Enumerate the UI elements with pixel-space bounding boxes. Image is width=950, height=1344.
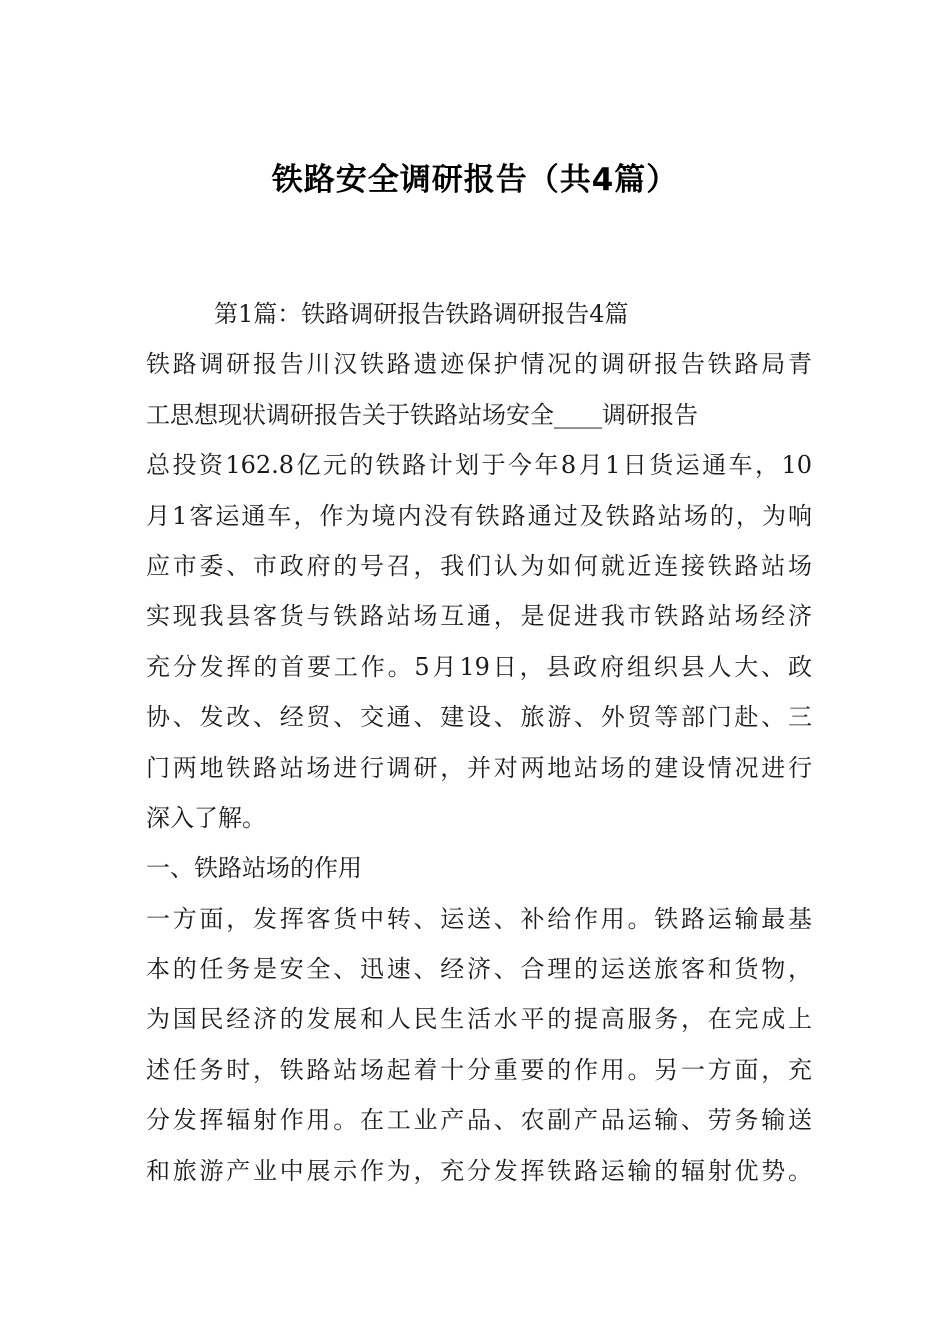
body-line: 门两地铁路站场进行调研，并对两地站场的建设情况进行 bbox=[146, 753, 812, 782]
body-line: 协、发改、经贸、交通、建设、旅游、外贸等部门赴、三 bbox=[146, 703, 812, 732]
document-body bbox=[146, 289, 812, 1196]
body-line: 充分发挥的首要工作。5月19日，县政府组织县人大、政 bbox=[146, 652, 812, 681]
body-line: 分发挥辐射作用。在工业产品、农副产品运输、劳务输送 bbox=[146, 1106, 812, 1135]
body-line: 和旅游产业中展示作为，充分发挥铁路运输的辐射优势。 bbox=[146, 1156, 812, 1185]
body-line: 实现我县客货与铁路站场互通，是促进我市铁路站场经济 bbox=[146, 602, 812, 631]
body-line: 月1客运通车，作为境内没有铁路通过及铁路站场的，为响 bbox=[146, 501, 812, 530]
document-title: 铁路安全调研报告（共4篇） bbox=[271, 162, 679, 198]
body-line: 应市委、市政府的号召，我们认为如何就近连接铁路站场 bbox=[146, 551, 812, 580]
section-heading-1: 第1篇：铁路调研报告铁路调研报告4篇 bbox=[214, 300, 629, 328]
body-line: 一方面，发挥客货中转、运送、补给作用。铁路运输最基 bbox=[146, 904, 812, 933]
body-line: 总投资162.8亿元的铁路计划于今年8月1日货运通车，10 bbox=[146, 451, 812, 480]
body-line: 述任务时，铁路站场起着十分重要的作用。另一方面，充 bbox=[146, 1055, 812, 1084]
body-line: 铁路调研报告川汉铁路遗迹保护情况的调研报告铁路局青 bbox=[146, 350, 812, 379]
body-line: 工思想现状调研报告关于铁路站场安全____调研报告 bbox=[146, 400, 698, 429]
section-heading: 一、铁路站场的作用 bbox=[146, 854, 362, 883]
body-line: 本的任务是安全、迅速、经济、合理的运送旅客和货物， bbox=[146, 955, 812, 984]
body-line: 为国民经济的发展和人民生活水平的提高服务，在完成上 bbox=[146, 1005, 812, 1034]
body-line: 深入了解。 bbox=[146, 803, 266, 832]
